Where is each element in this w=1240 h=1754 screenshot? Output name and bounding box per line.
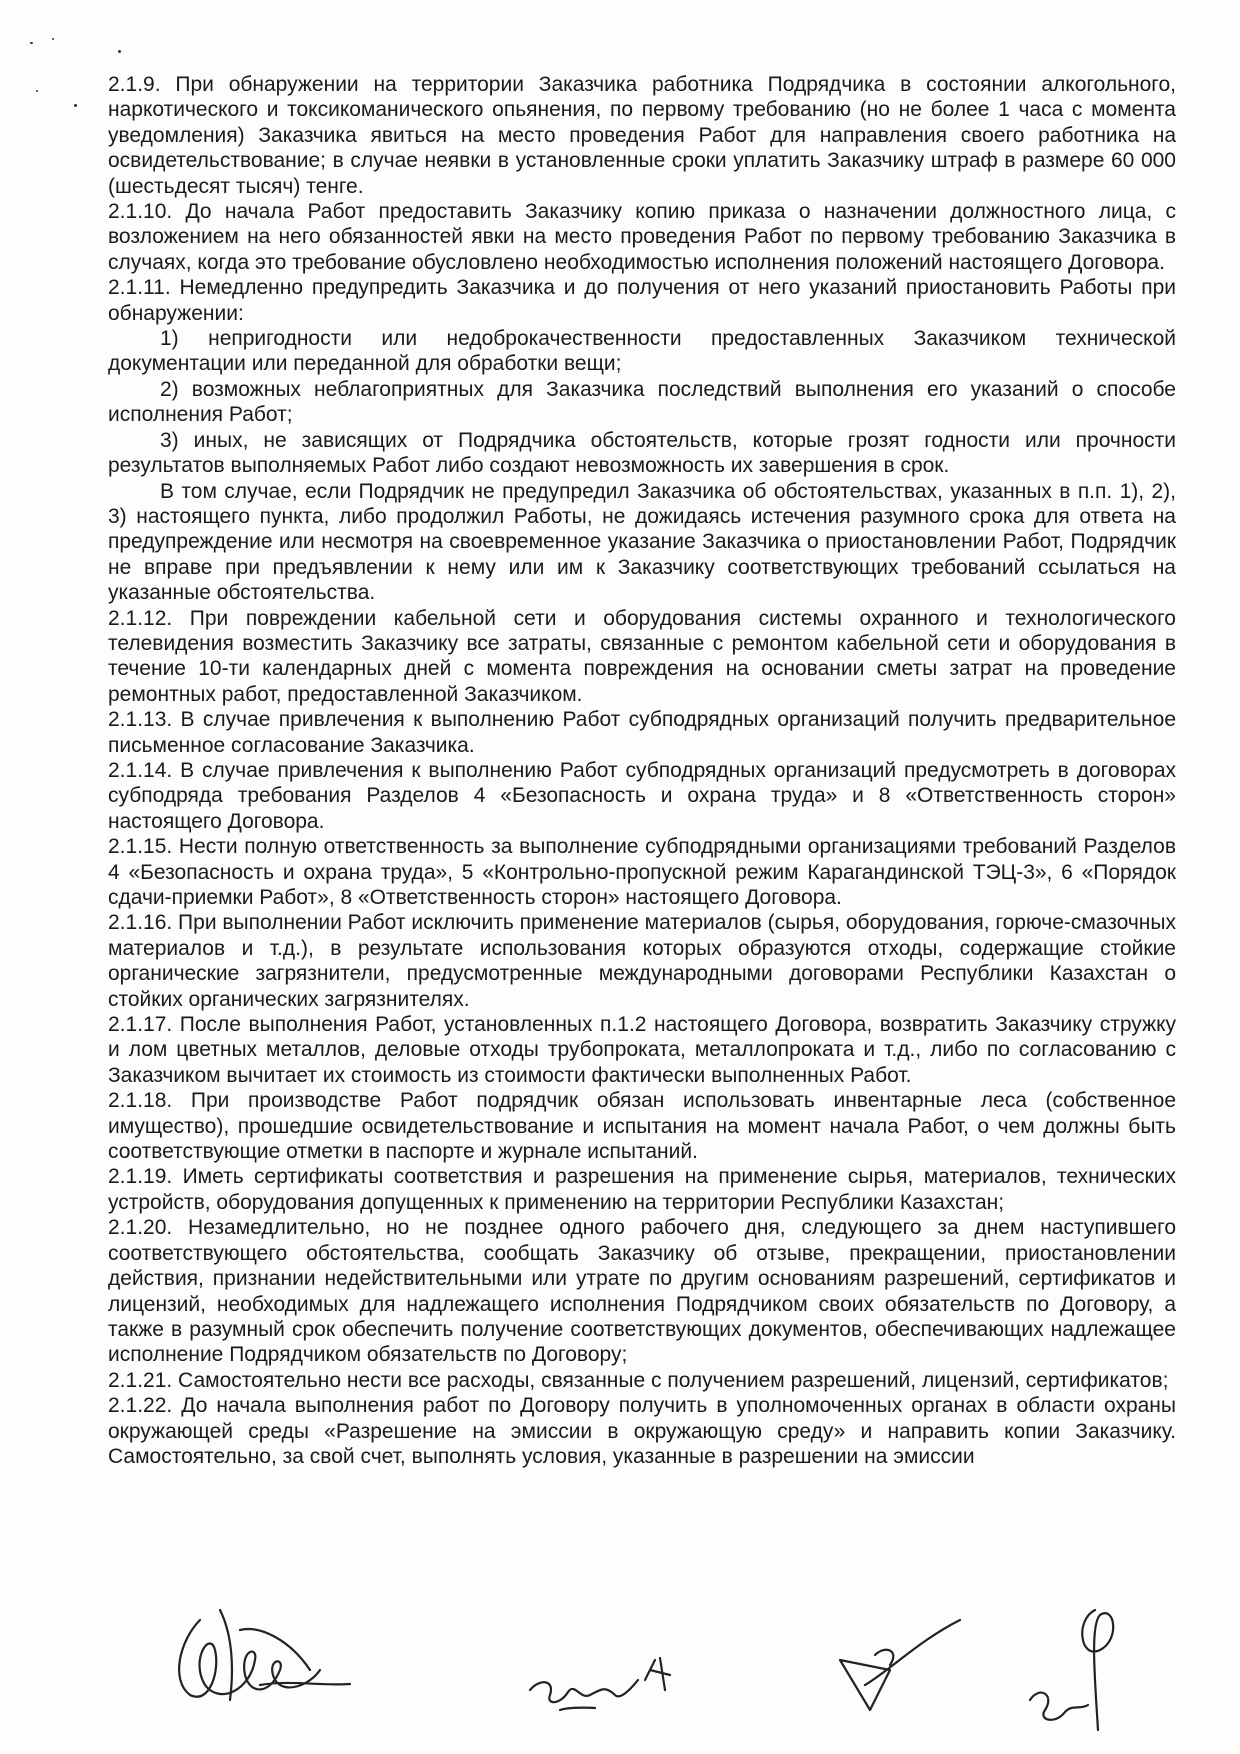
clause-2-1-21: 2.1.21. Самостоятельно нести все расходы, связанные с получением разрешений, лицензий, сертификатов;	[108, 1368, 1169, 1392]
clause-2-1-15: 2.1.15. Нести полную ответственность за выполнение субподрядными организациями требований Разделов 4 «Безопасность и охрана труда», 5 «Контрольно-пропускной режим Карагандинской ТЭЦ-3», 6 «Порядок сдачи-приемки Работ», 8 «Ответственность сторон» настоящего Договора.	[108, 835, 1176, 909]
contract-text-body	[108, 72, 1176, 1469]
clause-2-1-11: 2.1.11. Немедленно предупредить Заказчика и до получения от него указаний приостановить Работы при обнаружении:	[108, 276, 1176, 325]
clause-2-1-20: 2.1.20. Незамедлительно, но не позднее одного рабочего дня, следующего за днем наступившего соответствующего обстоятельства, сообщать Заказчику об отзыве, прекращении, приостановлении действия, признании недействительными или утрате по другим основаниям разрешений, сертификатов и лицензий, необходимых для надлежащего исполнения Подрядчиком своих обязательств по Договору, а также в разумный срок обеспечить получение соответствующих документов, обеспечивающих надлежащее исполнение Подрядчиком обязательств по Договору;	[108, 1216, 1176, 1367]
clause-2-1-12: 2.1.12. При повреждении кабельной сети и оборудования системы охранного и технологического телевидения возместить Заказчику все затраты, связанные с ремонтом кабельной сети и оборудования в течение 10-ти календарных дней с момента повреждения на основании сметы затрат на проведение ремонтных работ, предоставленной Заказчиком.	[108, 606, 1176, 706]
signature-2	[520, 1650, 720, 1720]
clause-2-1-11-note: В том случае, если Подрядчик не предупредил Заказчика об обстоятельствах, указанных в п.п. 1), 2), 3) настоящего пункта, либо продолжил Работы, не дожидаясь истечения разумного срока для ответа на предупреждение или несмотря на своевременное указание Заказчика о приостановлении Работ, Подрядчик не вправе при предъявлении к нему или им к Заказчику соответствующих требований ссылаться на указанные обстоятельства.	[108, 479, 1176, 605]
clause-2-1-14: 2.1.14. В случае привлечения к выполнению Работ субподрядных организаций предусмотреть в договорах субподряда требования Разделов 4 «Безопасность и охрана труда» и 8 «Ответственность сторон» настоящего Договора.	[108, 758, 1176, 833]
clause-2-1-17: 2.1.17. После выполнения Работ, установленных п.1.2 настоящего Договора, возвратить Заказчику стружку и лом цветных металлов, деловые отходы трубопроката, металлопроката и т.д., либо по согласованию с Заказчиком вычитает их стоимость из стоимости фактически выполненных Работ.	[108, 1013, 1176, 1087]
clause-2-1-22: 2.1.22. До начала выполнения работ по Договору получить в уполномоченных органах в области охраны окружающей среды «Разрешение на эмиссии в окружающую среду» и направить копии Заказчику. Самостоятельно, за свой счет, выполнять условия, указанные в разрешении на эмиссии	[108, 1394, 1176, 1468]
clause-2-1-11-item-2: 2) возможных неблагоприятных для Заказчика последствий выполнения его указаний о способе исполнения Работ;	[108, 377, 1176, 427]
signature-3	[820, 1610, 980, 1730]
clause-2-1-13: 2.1.13. В случае привлечения к выполнению Работ субподрядных организаций получить предварительное письменное согласование Заказчика.	[108, 708, 1176, 757]
clause-2-1-10: 2.1.10. До начала Работ предоставить Заказчику копию приказа о назначении должностного лица, с возложением на него обязанностей явки на место проведения Работ по первому требованию Заказчика в случаях, когда это требование обусловлено необходимостью исполнения положений настоящего Договора.	[108, 200, 1176, 274]
clause-2-1-16: 2.1.16. При выполнении Работ исключить применение материалов (сырья, оборудования, горюче-смазочных материалов и т.д.), в результате использования которых образуются отходы, содержащие стойкие органические загрязнители, предусмотренные международными договорами Республики Казахстан о стойких органических загрязнителях.	[108, 911, 1176, 1011]
signature-4	[1020, 1600, 1170, 1740]
clause-2-1-9: 2.1.9. При обнаружении на территории Заказчика работника Подрядчика в состоянии алкогольного, наркотического и токсикоманического опьянения, по первому требованию (но не более 1 часа с момента уведомления) Заказчика явиться на место проведения Работ для направления своего работника на освидетельствование; в случае неявки в установленные сроки уплатить Заказчику штраф в размере 60 000 (шестьдесят тысяч) тенге.	[108, 73, 1176, 198]
clause-2-1-11-item-3: 3) иных, не зависящих от Подрядчика обстоятельств, которые грозят годности или прочности результатов выполняемых Работ либо создают невозможность их завершения в срок.	[108, 428, 1176, 478]
clause-2-1-11-item-1: 1) непригодности или недоброкачественности предоставленных Заказчиком технической документации или переданной для обработки вещи;	[108, 327, 1176, 376]
clause-2-1-19: 2.1.19. Иметь сертификаты соответствия и разрешения на применение сырья, материалов, технических устройств, оборудования допущенных к применению на территории Республики Казахстан;	[108, 1165, 1176, 1214]
signature-1	[160, 1600, 360, 1720]
clause-2-1-18: 2.1.18. При производстве Работ подрядчик обязан использовать инвентарные леса (собственное имущество), прошедшие освидетельствование и испытания на момент начала Работ, о чем должны быть соответствующие отметки в паспорте и журнале испытаний.	[108, 1089, 1176, 1164]
